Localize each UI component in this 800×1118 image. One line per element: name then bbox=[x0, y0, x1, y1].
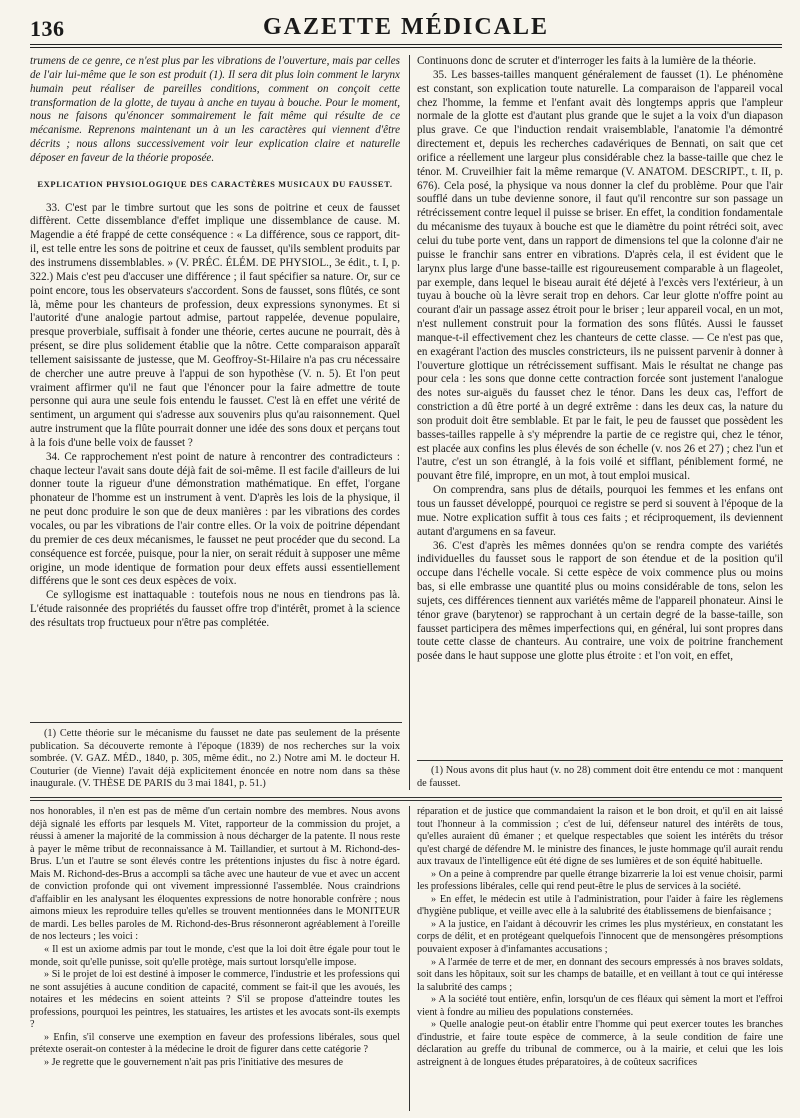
bottom-left-column bbox=[30, 806, 400, 1069]
feuilleton-rule bbox=[30, 797, 782, 798]
left-column bbox=[30, 55, 400, 631]
section-title: EXPLICATION PHYSIOLOGIQUE DES CARACTÈRES MUSICAUX DU FAUSSET. bbox=[37, 178, 393, 189]
right-footnote-rule bbox=[417, 760, 783, 761]
right-column bbox=[417, 55, 783, 664]
right-paragraph: 36. C'est d'après les mêmes données qu'on se rendra compte des variétés individuelles du fausset sous le rapport de son étendue et de la position qu'il occupe dans l'échelle vocale. Si cette espèce de voix commence plus ou moins bas, si elle embrasse une quantité plus ou moins considérable de tons, selon les sujets, ces différences tiennent aux variétés même de l'appareil phonateur. Ainsi le ténor grave (barytenor) se rapprochant à un certain degré de la basse-taille, son fausset participera des mêmes imperfections qui, en général, lui sont propres dans toute cette classe de chanteurs. Au contraire, une voix de poitrine franchement posée dans le haut suppose une glotte plus étroite : et l'on voit, en effet, bbox=[417, 539, 783, 663]
bottom-right-column bbox=[417, 806, 783, 1069]
bottom-paragraph: nos honorables, il n'en est pas de même d'un certain nombre des membres. Nous avons déjà signalé les efforts par lesquels M. Vitet, rapporteur de la commission du projet, a réussi à amener la majorité de la commission à nous décharger de la patente. Il nous reste à payer le même tribut de reconnaissance à M. Taillandier, et surtout à M. Richond-des-Brus. L'un et l'autre se sont élevés contre les prétentions injustes du fisc à notre égard. Mais M. Richond-des-Brus a accompli sa tâche avec une hauteur de vue et avec un accent de conviction profonde qui ont vivement impressionné l'assemblée. Nous craindrions d'affaiblir en les analysant les éloquentes expressions de notre honorable confrère ; nous aimons mieux les reproduire telles qu'elles se trouvent mentionnées dans le MONITEUR de mardi. Les belles paroles de M. Richond-des-Brus résonneront agréablement à l'oreille de nos lecteurs ; les voici : bbox=[30, 806, 400, 943]
bottom-paragraph: » Si le projet de loi est destiné à imposer le commerce, l'industrie et les professions qui ne sont assujéties à aucune condition de capacité, comment se fait-il que les avoués, les notaires et les médecins en soient atteints ? S'il se propose d'atteindre toutes les professions, pourquoi les peintres, les statuaires, les artistes et les avocats sont-ils exempts ? bbox=[30, 969, 400, 1031]
page-number: 136 bbox=[30, 16, 65, 41]
bottom-paragraph: » A la société tout entière, enfin, lorsqu'un de ces fléaux qui sèment la mort et l'effroi vient à fondre au milieu des populations consternées. bbox=[417, 994, 783, 1018]
right-paragraph: Continuons donc de scruter et d'interroger les faits à la lumière de la théorie. bbox=[417, 55, 757, 67]
bottom-paragraph: » Je regrette que le gouvernement n'ait pas pris l'initiative des mesures de bbox=[44, 1056, 344, 1068]
bottom-paragraph: » Quelle analogie peut-on établir entre l'homme qui peut exercer toutes les branches d'industrie, et faire toute espèce de commerce, à la seule condition de faire une déclaration au greffe du tribunal de commerce, ou à la mairie, et celui que les lois astreignent à de longues études préparatoires, à de coûteux sacrifices bbox=[417, 1019, 783, 1068]
right-paragraph: On comprendra, sans plus de détails, pourquoi les femmes et les enfans ont tous un fausset développé, pourquoi ce registre se perd si souvent à l'époque de la mue. Notre explication suffit à tous ces faits ; et réciproquement, ils deviennent autant d'argumens en sa faveur. bbox=[417, 484, 783, 538]
footnote-text: (1) Nous avons dit plus haut (v. no 28) comment doit être entendu ce mot : manquent de fausset. bbox=[417, 765, 783, 789]
left-paragraph: trumens de ce genre, ce n'est plus par les vibrations de l'ouverture, mais par celles de l'air lui-même que le son est produit (1). Il sera dit plus loin comment le larynx humain peut réaliser de pareilles conditions, comment on conçoit cette transformation de la glotte, de tuyau à anche en tuyau à bouche. Pour le moment, nous ne faisons qu'énoncer sommairement le fait même qui résulte de ce mécanisme. Reprenons maintenant un à un les caractères qui viennent d'être décrits ; nous allons successivement voir leur explication claire et naturelle déposer en faveur de la théorie proposée. bbox=[30, 55, 400, 164]
left-paragraph: Ce syllogisme est inattaquable : toutefois nous ne nous en tiendrons pas là. L'étude raisonnée des propriétés du fausset offre trop d'intérêt, promet à la science des résultats trop fructueux pour n'être pas complétée. bbox=[30, 589, 400, 629]
bottom-paragraph: réparation et de justice que commandaient la raison et le bon droit, et qu'il en ait laissé tout l'honneur à la commission ; c'est de lui, défenseur naturel des intérêts de tous, qu'elles auraient dû émaner ; et quelque respectables que soient les intérêts du trésor qu'est chargé de défendre M. le ministre des finances, le juste hommage qu'il aurait rendu aux travaux de l'intelligence eût été digne de ses lumières et de son équité habituelle. bbox=[417, 806, 783, 868]
left-footnote-rule bbox=[30, 722, 402, 723]
footnote-text: (1) Cette théorie sur le mécanisme du fausset ne date pas seulement de la présente publication. Sa découverte remonte à l'époque (1839) de nos recherches sur la voix sombrée. (V. GAZ. MÉD., 1840, p. 305, même édit., no 2.) Notre ami M. le docteur H. Couturier (de Vienne) l'avait déjà explicitement énoncée en notre nom dans sa thèse inaugurale. (V. THÈSE DE PARIS du 3 mai 1841, p. 51.) bbox=[30, 728, 400, 790]
bottom-paragraph: » On a peine à comprendre par quelle étrange bizarrerie la loi est venue choisir, parmi les professions libérales, celle qui rend peut-être le plus de services à la société. bbox=[417, 868, 783, 893]
header-rule bbox=[30, 44, 782, 45]
right-paragraph: 35. Les basses-tailles manquent généralement de fausset (1). Le phénomène est constant, son explication toute naturelle. La comparaison de l'appareil vocal chez l'homme, la femme et l'enfant avait dès longtemps appris que l'ampleur normale de la glotte est d'autant plus grande que le sujet a la voix d'un diapason plus grave. Ce que l'induction rendait vraisemblable, l'anatomie l'a démontré directement et, depuis les recherches cadavériques de Bennati, on sait que cet orifice a réellement une largeur plus considérable chez la basse-taille que chez le ténor. M. Cruveilhier fait la même remarque (V. ANATOM. DESCRIPT., t. II, p. 676). Cela posé, la physique va nous donner la clef du problème. Pour que l'air soufflé dans un tube devienne sonore, il faut qu'il rencontre sur son passage un rétrécissement contre lequel il puisse se briser. En effet, la condition fondamentale du mécanisme des tuyaux à bouche est que le diamètre du point rétréci soit, avec celui du tube porte vent, dans un rapport de dimensions tel que la colonne d'air ne puisse le franchir sans entrer en vibrations. D'après cela, il est évident que le larynx plus large d'une basse-taille est rigoureusement comparable à un flageolet, par exemple, dans lequel le biseau aurait été déjeté à l'excès vers l'extérieur, à un tuyau à bouche où la lèvre serait trop en dehors. Car leur glotte n'offre point au courant d'air un passage assez étroit pour le briser ; leur appareil vocal, en un mot, n'est nullement construit pour la formation des sons flûtés. Aussi le fausset manque-t-il effectivement chez les chanteurs de cette classe. — Ce n'est pas que, en exagérant l'action des muscles constricteurs, ils ne puissent parvenir à donner à l'ouverture glottique un rétrécissement suffisant. Mais le résultat ne change pas pour cela : les sons que donne cette contraction forcée sont justement l'analogue des notes sur-aiguës du fausset chez le ténor. Dans les deux cas, l'effort de constriction a dû être porté à un degré extrême : dans les deux cas, la nature du son produit doit être semblable. Et par le fait, le peu de fausset que possèdent les basses-tailles rappelle à s'y méprendre la partie de ce registre qui, chez le ténor, est placée aux confins les plus élevés de son échelle (v. nos 26 et 27) ; chez l'un et l'autre, c'est un son étranglé, à la fois voilé et sifflant, péniblement formé, ne pouvant être filé, impropre, en un mot, à tout emploi musical. bbox=[417, 68, 783, 483]
bottom-paragraph: » En effet, le médecin est utile à l'administration, pour l'aider à faire les règlemens d'hygiène publique, et veille avec elle à la salubrité des établissemens de bienfaisance ; bbox=[417, 893, 783, 918]
bottom-paragraph: » A l'armée de terre et de mer, en donnant des secours empressés à nos braves soldats, soit dans les hôpitaux, soit sur les champs de bataille, et en veillant à tout ce qui intéresse la salubrité des camps ; bbox=[417, 956, 783, 993]
right-footnote bbox=[417, 765, 783, 790]
left-paragraph: 34. Ce rapprochement n'est point de nature à rencontrer des contradicteurs : chaque lecteur l'avait sans doute déjà fait de soi-même. Il est facile d'ailleurs de lui donner toute la rigueur d'une démonstration mathématique. En effet, l'organe phonateur de l'homme est un instrument à vent. D'après les lois de la physique, il ne peut donc produire le son que de deux manières : par les vibrations des cordes vocales, ou par les vibrations de l'air contre elles. Or la voix de poitrine dépendant du premier de ces deux mécanismes, le fausset ne peut procéder que du second. La conséquence est forcée, puisque, pour la nier, on serait réduit à supposer une même origine, un mode identique de formation pour deux effets aussi essentiellement différens que le sont ces deux espèces de voix. bbox=[30, 450, 400, 588]
bottom-paragraph: » Enfin, s'il conserve une exemption en faveur des professions libérales, sous quel prétexte oserait-on contester à la médecine le droit de figurer dans cette catégorie ? bbox=[30, 1031, 400, 1056]
left-paragraph: 33. C'est par le timbre surtout que les sons de poitrine et ceux de fausset diffèrent. Cette dissemblance d'effet implique une dissemblance de cause. M. Magendie a été frappé de cette conséquence : « La différence, sous ce rapport, dit-il, est telle entre les sons de poitrine et ceux de fausset, qu'ils semblent produits par des instrumens dissemblables. » (V. PRÉC. ÉLÉM. DE PHYSIOL., 3e édit., t. I, p. 322.) Mais c'est peu d'accuser une différence ; il faut spécifier sa nature. Or, sur ce point encore, tous les observateurs s'accordent. Sons de fausset, sons flûtés, ce sont là, même pour les chanteurs de profession, deux expressions synonymes. Et si l'autorité d'une analogie partout admise, partout rappelée, devenue populaire, presque proverbiale, suffisait à fonder une théorie, certes aucune ne pourrait, dès à présent, se dire plus solidement établie que la nôtre. Cette comparaison apparaît tellement saisissante de justesse, que M. Geoffroy-St-Hilaire n'a pas cru nécessaire de chercher une autre preuve à l'appui de son hypothèse (V. n. 5). Et l'on peut vraiment affirmer qu'il ne faut que l'énoncer pour la faire admettre de toute personne qui aura une seule fois entendu le fausset. C'est là en effet une vérité de sentiment, un argument qui s'adresse aux souvenirs plus qu'au raisonnement. Quel autre instrument que la flûte pourrait donner une idée des sons doux et perçans tout à la fois d'une belle voix de fausset ? bbox=[30, 201, 400, 449]
column-divider bbox=[409, 55, 410, 790]
header-rule-2 bbox=[30, 47, 782, 48]
bottom-paragraph: « Il est un axiome admis par tout le monde, c'est que la loi doit être égale pour tout le monde, soit qu'elle punisse, soit qu'elle protège, mais surtout lorsqu'elle impose. bbox=[30, 944, 400, 968]
bottom-paragraph: » A la justice, en l'aidant à découvrir les crimes les plus mystérieux, en constatant les corps de délit, et en protégeant quelquefois l'innocent que de mensongères présomptions pouvaient exposer à d'infamantes accusations ; bbox=[417, 918, 783, 956]
bottom-column-divider bbox=[409, 806, 410, 1111]
page-header bbox=[30, 10, 782, 44]
feuilleton-rule-2 bbox=[30, 800, 782, 801]
left-footnote bbox=[30, 728, 400, 791]
journal-title: GAZETTE MÉDICALE bbox=[262, 14, 550, 40]
